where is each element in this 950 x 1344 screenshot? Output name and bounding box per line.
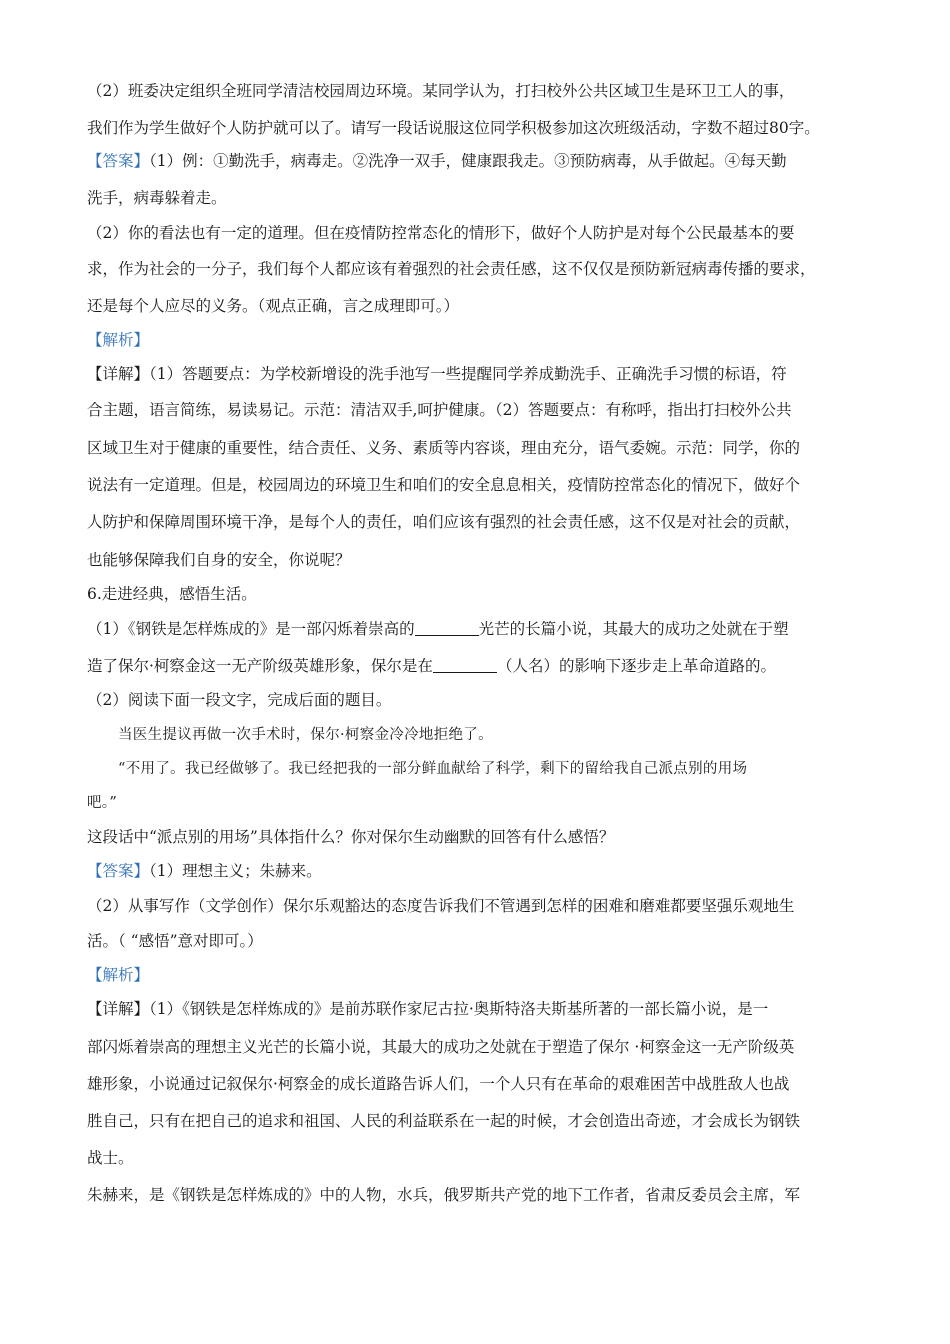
- q5-detail-line-3: 区域卫生对于健康的重要性，结合责任、义务、素质等内容谈，理由充分，语气委婉。示范：同学，你的: [87, 439, 801, 457]
- q6-part1-text-d: （人名）的影响下逐步走上革命道路的。: [496, 657, 776, 675]
- q5-detail-line-1: [87, 363, 877, 385]
- q5-analysis-tag: 【解析】: [87, 331, 150, 349]
- q5-answer-line-2: 洗手，病毒躲着走。: [87, 189, 227, 207]
- quote-line-3: 吧。”: [87, 795, 118, 811]
- q6-analysis-tag: 【解析】: [87, 966, 150, 984]
- answer-text: （1）理想主义；朱赫来。: [149, 862, 322, 880]
- q5-answer-line-1: [87, 150, 877, 172]
- q6-detail-line-3: 雄形象，小说通过记叙保尔·柯察金的成长道路告诉人们，一个人只有在革命的艰难困苦中战胜敌人也战: [87, 1075, 790, 1093]
- q5-question-line-1: （2）班委决定组织全班同学清洁校园周边环境。某同学认为，打扫校外公共区域卫生是环卫工人的事，: [87, 82, 795, 100]
- q6-answer-line-1: [87, 860, 877, 882]
- fill-blank-1[interactable]: [415, 619, 479, 636]
- q5-detail-line-4: 说法有一定道理。但是，校园周边的环境卫生和咱们的安全息息相关，疫情防控常态化的情况下，做好个: [87, 476, 801, 494]
- q5-detail-line-6: 也能够保障我们自身的安全，你说呢？: [87, 551, 351, 569]
- q6-detail-line-6: 朱赫来，是《钢铁是怎样炼成的》中的人物，水兵，俄罗斯共产党的地下工作者，省肃反委员会主席，军: [87, 1186, 801, 1204]
- q5-answer2-line-1: （2）你的看法也有一定的道理。但在疫情防控常态化的情形下，做好个人防护是对每个公民最基本的要: [87, 224, 795, 242]
- q6-part1-text-a: （1）《钢铁是怎样炼成的》是一部闪烁着崇高的: [87, 620, 415, 638]
- detail-text: （1）《钢铁是怎样炼成的》是前苏联作家尼古拉·奥斯特洛夫斯基所著的一部长篇小说，是一: [149, 1000, 769, 1018]
- quote-line-2: “不用了。我已经做够了。我已经把我的一部分鲜血献给了科学，剩下的留给我自己派点别的用场: [118, 761, 748, 777]
- q6-part1-line-2: [87, 655, 877, 677]
- answer-text: （1）例：①勤洗手，病毒走。②洗净一双手，健康跟我走。③预防病毒，从手做起。④每天勤: [149, 152, 787, 170]
- q5-answer2-line-3: 还是每个人应尽的义务。（观点正确，言之成理即可。）: [87, 297, 460, 315]
- detail-text: （1）答题要点：为学校新增设的洗手池写一些提醒同学养成勤洗手、正确洗手习惯的标语，符: [149, 365, 787, 383]
- q6-detail-line-4: 胜自己，只有在把自己的追求和祖国、人民的利益联系在一起的时候，才会创造出奇迹，才会成长为钢铁: [87, 1112, 801, 1130]
- q6-part1-line-1: [87, 618, 877, 640]
- q6-answer2-line-2: 活。（ “感悟”意对即可。）: [87, 932, 263, 950]
- q6-title: 6.走进经典，感悟生活。: [87, 585, 257, 603]
- answer-tag: 【答案】: [87, 862, 150, 880]
- q6-detail-line-2: 部闪烁着崇高的理想主义光芒的长篇小说，其最大的成功之处就在于塑造了保尔 ·柯察金这一无产阶级英: [87, 1038, 795, 1056]
- q5-detail-line-5: 人防护和保障周围环境干净，是每个人的责任，咱们应该有强烈的社会责任感，这不仅是对社会的贡献，: [87, 513, 801, 531]
- quote-line-1: 当医生提议再做一次手术时，保尔·柯察金冷冷地拒绝了。: [118, 727, 493, 743]
- q5-question-line-2: 我们作为学生做好个人防护就可以了。请写一段话说服这位同学积极参加这次班级活动，字数不超过80字。: [87, 119, 820, 137]
- answer-tag: 【答案】: [87, 152, 150, 170]
- q6-part1-text-c: 造了保尔·柯察金这一无产阶级英雄形象，保尔是在: [87, 657, 433, 675]
- q6-answer2-line-1: （2）从事写作（文学创作）保尔乐观豁达的态度告诉我们不管遇到怎样的困难和磨难都要坚强乐观地生: [87, 897, 795, 915]
- q6-detail-line-5: 战士。: [87, 1149, 134, 1167]
- q6-part1-text-b: 光芒的长篇小说，其最大的成功之处就在于塑: [478, 620, 789, 638]
- q6-detail-line-1: [87, 998, 877, 1020]
- q5-detail-line-2: 合主题，语言简练，易读易记。示范：清洁双手,呵护健康。（2）答题要点：有称呼，指出打扫校外公共: [87, 401, 792, 419]
- q6-part2: （2）阅读下面一段文字，完成后面的题目。: [87, 691, 392, 709]
- q5-answer2-line-2: 求，作为社会的一分子，我们每个人都应该有着强烈的社会责任感，这不仅仅是预防新冠病毒传播的要求，: [87, 260, 816, 278]
- detail-tag: 【详解】: [87, 1000, 150, 1018]
- q6-ask: 这段话中“派点别的用场”具体指什么？你对保尔生动幽默的回答有什么感悟？: [87, 828, 615, 846]
- detail-tag: 【详解】: [87, 365, 150, 383]
- fill-blank-2[interactable]: [433, 656, 497, 673]
